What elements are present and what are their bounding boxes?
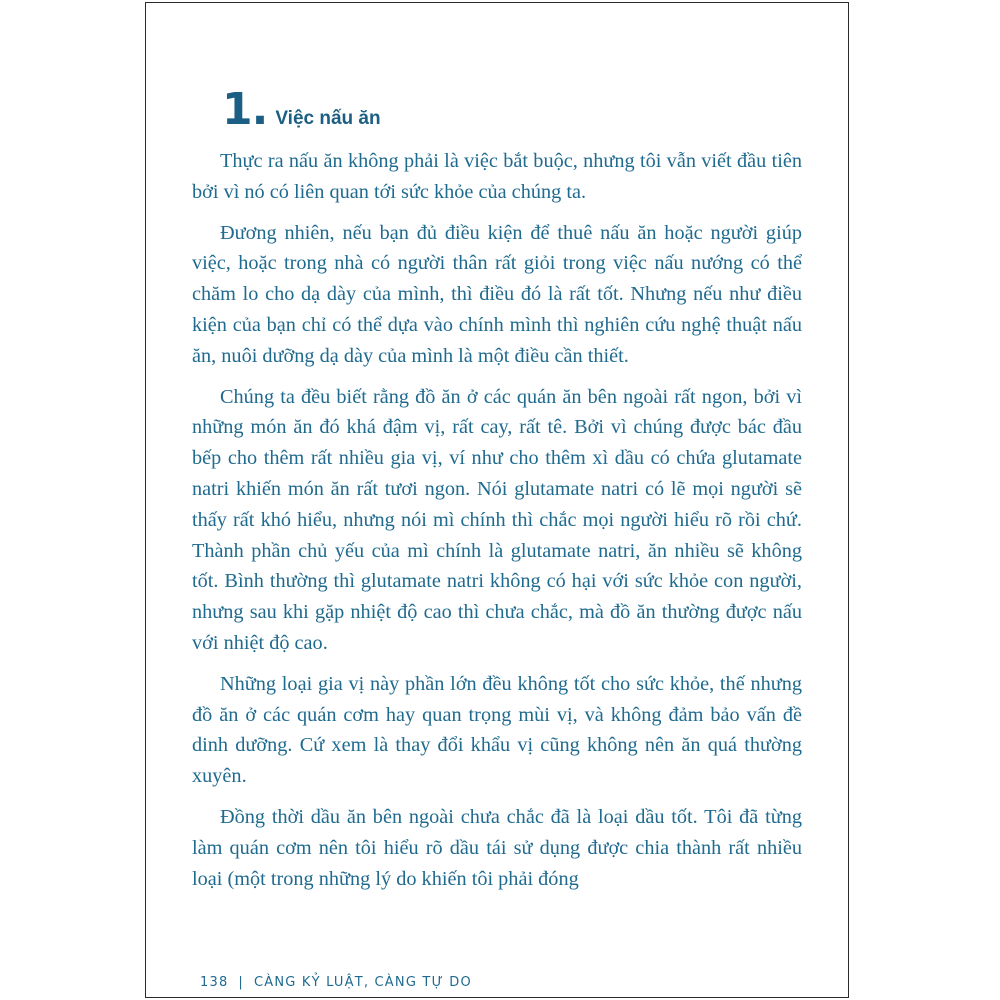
paragraph-3: Chúng ta đều biết rằng đồ ăn ở các quán ăn bên ngoài rất ngon, bởi vì những món ăn đó khá đậm vị, rất cay, rất tê. Bởi vì chúng được bác đầu bếp cho thêm rất nhiều gia vị, ví như cho thêm xì dầu có chứa glutamate natri khiến món ăn rất tươi ngon. Nói glutamate natri có lẽ mọi người sẽ thấy rất khó hiểu, nhưng nói mì chính thì chắc mọi người hiểu rõ rồi chứ. Thành phần chủ yếu của mì chính là glutamate natri, ăn nhiều sẽ không tốt. Bình thường thì glutamate natri không có hại với sức khỏe con người, nhưng sau khi gặp nhiệt độ cao thì chưa chắc, mà đồ ăn thường được nấu với nhiệt độ cao.: [192, 385, 802, 654]
paragraph-4: Những loại gia vị này phần lớn đều không tốt cho sức khỏe, thế nhưng đồ ăn ở các quán cơm hay quan trọng mùi vị, và không đảm bảo vấn đề dinh dưỡng. Cứ xem là thay đổi khẩu vị cũng không nên ăn quá thường xuyên.: [192, 672, 802, 788]
chapter-heading: [222, 84, 381, 135]
page-number: 138: [200, 975, 229, 990]
chapter-number: 1.: [222, 84, 268, 135]
footer-separator: |: [238, 975, 245, 990]
paragraph-1: Thực ra nấu ăn không phải là việc bắt buộc, nhưng tôi vẫn viết đầu tiên bởi vì nó có liên quan tới sức khỏe của chúng ta.: [192, 150, 802, 203]
book-title: CÀNG KỶ LUẬT, CÀNG TỰ DO: [254, 975, 472, 990]
page-footer: [200, 975, 472, 990]
paragraph-2: Đương nhiên, nếu bạn đủ điều kiện để thuê nấu ăn hoặc người giúp việc, hoặc trong nhà có người thân rất giỏi trong việc nấu nướng có thể chăm lo cho dạ dày của mình, thì điều đó là rất tốt. Nhưng nếu như điều kiện của bạn chỉ có thể dựa vào chính mình thì nghiên cứu nghệ thuật nấu ăn, nuôi dưỡng dạ dày của mình là một điều cần thiết.: [192, 221, 802, 367]
paragraph-5: Đồng thời dầu ăn bên ngoài chưa chắc đã là loại dầu tốt. Tôi đã từng làm quán cơm nên tôi hiểu rõ dầu tái sử dụng được chia thành rất nhiều loại (một trong những lý do khiến tôi phải đóng: [192, 805, 802, 890]
body-text: [192, 146, 802, 904]
chapter-title: Việc nấu ăn: [275, 108, 381, 129]
